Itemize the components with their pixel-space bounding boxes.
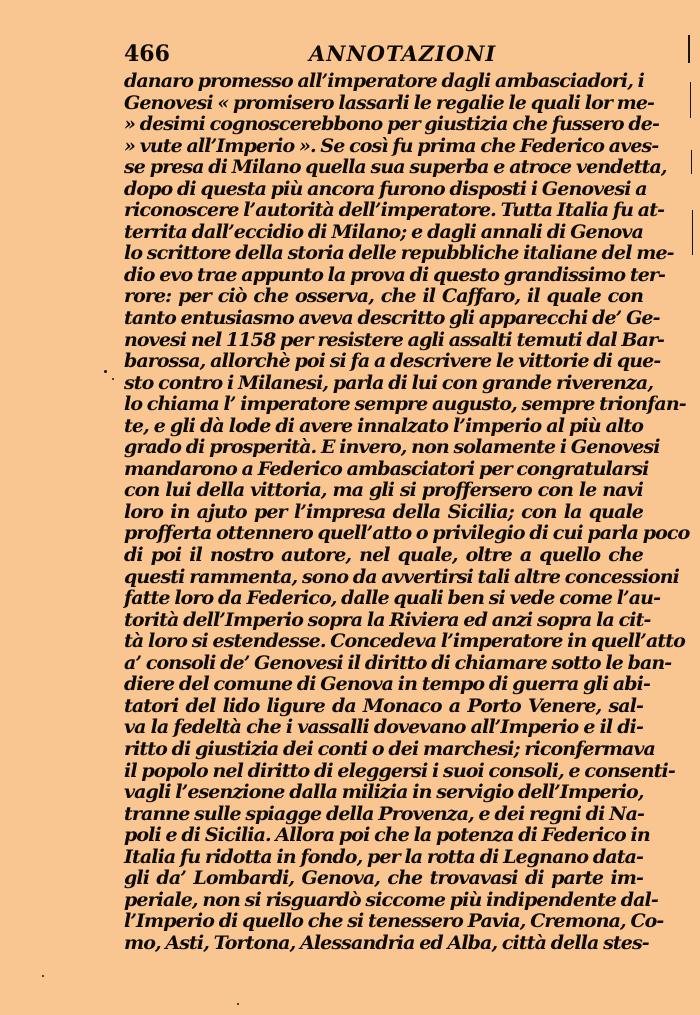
text-line: rore: per ciò che osserva, che il Caffaro, il quale con (124, 285, 643, 308)
text-line: torità dell’Imperio sopra la Riviera ed anzi sopra la cit- (124, 608, 651, 631)
text-line: tanto entusiasmo aveva descritto gli apparecchi de’ Ge- (124, 307, 660, 330)
text-line: lo chiama l’ imperatore sempre augusto, sempre trionfan- (124, 393, 686, 416)
ink-speck (112, 378, 114, 380)
text-line: con lui della vittoria, ma gli si proffersero con le navi (124, 479, 643, 502)
text-line: dio evo trae appunto la prova di questo grandissimo ter- (124, 263, 666, 286)
ink-speck (42, 975, 44, 977)
text-line: va la fedeltà che i vassalli dovevano all’Imperio e il di- (124, 716, 643, 739)
text-line: mo, Asti, Tortona, Alessandria ed Alba, città della stes- (124, 931, 649, 954)
text-line: grado di prosperità. E invero, non solamente i Genovesi (124, 436, 660, 459)
text-line: danaro promesso all’imperatore dagli ambasciadori, i (124, 70, 644, 92)
text-line: gli da’ Lombardi, Genova, che trovavasi di parte im- (124, 867, 643, 890)
text-line: te, e gli dà lode di avere innalzato l’imperio al più alto (124, 414, 643, 437)
margin-mark (692, 210, 693, 255)
ink-speck (104, 370, 107, 373)
text-line: loro in ajuto per l’impresa della Sicilia; con la quale (124, 500, 643, 523)
margin-mark (688, 35, 690, 63)
text-line: territa dall’eccidio di Milano; e dagli annali di Genova (124, 220, 643, 243)
text-line: vagli l’esenzione dalla milizia in servigio dell’Imperio, (124, 781, 644, 804)
text-line: tranne sulle spiagge della Provenza, e dei regni di Na- (124, 802, 644, 825)
margin-mark (690, 82, 691, 118)
text-line: sto contro i Milanesi, parla di lui con grande riverenza, (124, 371, 654, 394)
body-text (124, 70, 690, 954)
text-line: periale, non si risguardò siccome più indipendente dal- (124, 888, 658, 911)
text-line: Genovesi « promisero lassarli le regalie le quali lor me- (124, 91, 655, 114)
text-line: poli e di Sicilia. Allora poi che la potenza di Federico in (124, 824, 650, 847)
text-line: fatte loro da Federico, dalle quali ben si vede come l’au- (124, 587, 661, 610)
text-line: lo scrittore della storia delle repubbliche italiane del me- (124, 242, 674, 265)
text-line: a’ consoli de’ Genovesi il diritto di chiamare sotto le ban- (124, 651, 672, 674)
text-line: questi rammenta, sono da avvertirsi tali altre concessioni (124, 565, 679, 588)
text-line: il popolo nel diritto di eleggersi i suoi consoli, e consenti- (124, 759, 675, 782)
text-line: ritto di giustizia dei conti o dei marchesi; riconfermava (124, 737, 655, 760)
text-line: riconoscere l’autorità dell’imperatore. Tutta Italia fu at- (124, 199, 665, 222)
running-head: ANNOTAZIONI (309, 41, 497, 66)
page-header (124, 40, 644, 68)
ink-speck (237, 1003, 239, 1005)
text-line: mandarono a Federico ambasciatori per congratularsi (124, 457, 649, 480)
text-line: Italia fu ridotta in fondo, per la rotta di Legnano data- (124, 845, 643, 868)
text-line: tatori del lido ligure da Monaco a Porto Venere, sal- (124, 694, 643, 717)
text-line: l’Imperio di quello che si tenessero Pavia, Cremona, Co- (124, 910, 664, 933)
text-line: » vute all’Imperio ». Se così fu prima che Federico aves- (124, 134, 659, 157)
text-line: barossa, allorchè poi si fa a descrivere le vittorie di que- (124, 350, 661, 373)
text-line: diere del comune di Genova in tempo di guerra gli abi- (124, 673, 650, 696)
page-number: 466 (124, 41, 170, 67)
text-line: tà loro si estendesse. Concedeva l’imperatore in quell’atto (124, 630, 685, 653)
text-line: novesi nel 1158 per resistere agli assalti temuti dal Bar- (124, 328, 665, 351)
text-line: profferta ottennero quell’atto o privilegio di cui parla poco (124, 522, 690, 545)
margin-mark (691, 150, 692, 174)
text-line: di poi il nostro autore, nel quale, oltre a quello che (124, 544, 643, 567)
text-line: » desimi cognoscerebbono per giustizia che fussero de- (124, 113, 659, 136)
text-line: dopo di questa più ancora furono disposti i Genovesi a (124, 177, 647, 200)
text-line: se presa di Milano quella sua superba e atroce vendetta, (124, 156, 667, 179)
